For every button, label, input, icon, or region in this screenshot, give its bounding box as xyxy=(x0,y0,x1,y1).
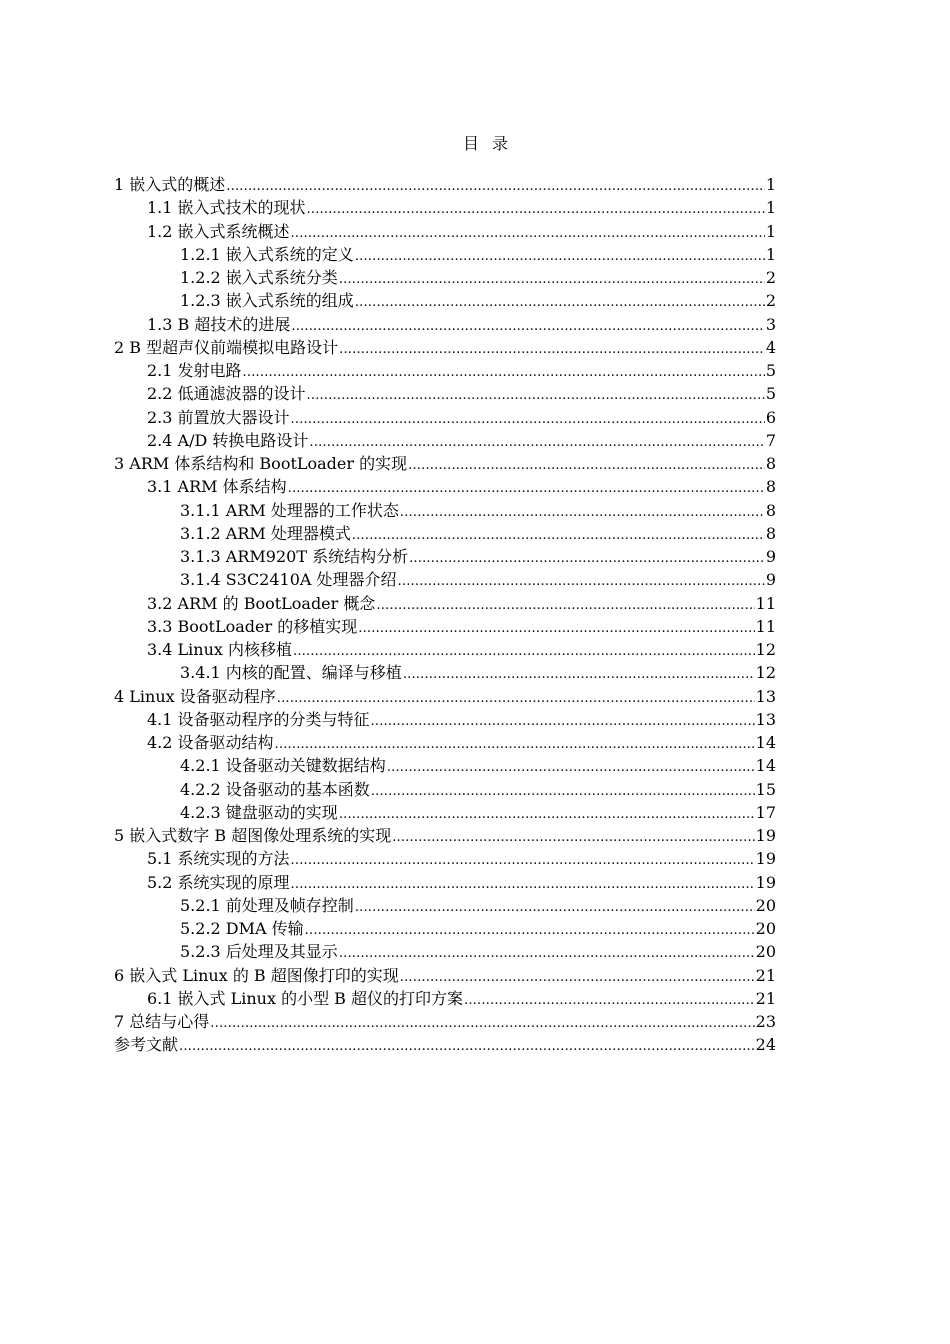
toc-entry-page-number: 12 xyxy=(755,663,776,683)
toc-entry[interactable] xyxy=(114,731,776,754)
toc-entry-title: 3.2 ARM 的 BootLoader 概念 xyxy=(147,593,376,613)
toc-entry-page-number: 6 xyxy=(765,407,776,427)
toc-entry-title: 3.4 Linux 内核移植 xyxy=(147,640,292,659)
toc-entry[interactable] xyxy=(114,359,776,382)
toc-dot-leader xyxy=(305,919,755,942)
toc-entry-page-number: 2 xyxy=(765,291,776,311)
toc-entry-title: 1.2.3 嵌入式系统的组成 xyxy=(180,291,354,311)
toc-entry[interactable] xyxy=(114,987,776,1010)
toc-entry[interactable] xyxy=(114,801,776,824)
toc-entry-page-number: 8 xyxy=(765,523,776,543)
toc-entry-page-number: 23 xyxy=(755,1012,776,1031)
toc-entry-title: 4.2 设备驱动结构 xyxy=(147,733,274,752)
toc-dot-leader xyxy=(339,268,765,291)
toc-entry-page-number: 21 xyxy=(755,965,776,985)
toc-entry[interactable] xyxy=(114,685,776,708)
toc-entry[interactable] xyxy=(114,638,776,661)
toc-dot-leader xyxy=(376,594,754,617)
toc-dot-leader xyxy=(210,1012,754,1035)
toc-entry[interactable] xyxy=(114,196,776,219)
toc-entry[interactable] xyxy=(114,778,776,801)
toc-entry[interactable] xyxy=(114,173,776,196)
toc-entry-title: 4.1 设备驱动程序的分类与特征 xyxy=(147,709,370,729)
toc-entry-title: 5.2 系统实现的原理 xyxy=(147,872,290,892)
toc-entry[interactable] xyxy=(114,568,776,591)
toc-entry-page-number: 8 xyxy=(765,500,776,520)
toc-entry[interactable] xyxy=(114,847,776,870)
toc-entry-title: 5.2.2 DMA 传输 xyxy=(180,919,304,938)
toc-entry[interactable] xyxy=(114,243,776,266)
toc-entry[interactable] xyxy=(114,452,776,475)
toc-dot-leader xyxy=(387,756,755,779)
toc-entry[interactable] xyxy=(114,429,776,452)
toc-entry-title: 参考文献 xyxy=(114,1035,179,1055)
toc-entry-page-number: 9 xyxy=(765,547,776,566)
toc-dot-leader xyxy=(355,291,765,314)
toc-entry-page-number: 14 xyxy=(755,733,776,752)
toc-entry-page-number: 5 xyxy=(765,361,776,380)
toc-entry[interactable] xyxy=(114,871,776,894)
toc-entry-title: 3.4.1 内核的配置、编译与移植 xyxy=(180,663,402,683)
toc-entry[interactable] xyxy=(114,220,776,243)
toc-dot-leader xyxy=(293,640,755,663)
toc-entry-title: 3 ARM 体系结构和 BootLoader 的实现 xyxy=(114,454,408,473)
toc-entry-title: 3.1.2 ARM 处理器模式 xyxy=(180,523,351,543)
toc-dot-leader xyxy=(339,803,755,826)
toc-entry[interactable] xyxy=(114,592,776,615)
toc-entry[interactable] xyxy=(114,545,776,568)
toc-entry[interactable] xyxy=(114,313,776,336)
toc-entry[interactable] xyxy=(114,499,776,522)
toc-entry-title: 1.2.1 嵌入式系统的定义 xyxy=(180,244,354,264)
toc-entry-title: 5.2.1 前处理及帧存控制 xyxy=(180,895,354,915)
toc-entry-title: 6.1 嵌入式 Linux 的小型 B 超仪的打印方案 xyxy=(147,988,464,1008)
toc-entry-page-number: 9 xyxy=(765,570,776,590)
toc-dot-leader xyxy=(275,733,755,756)
toc-dot-leader xyxy=(464,989,755,1012)
toc-dot-leader xyxy=(291,849,755,872)
toc-dot-leader xyxy=(398,570,765,593)
toc-entry[interactable] xyxy=(114,917,776,940)
toc-entry-page-number: 1 xyxy=(765,175,776,194)
toc-entry[interactable] xyxy=(114,1033,776,1056)
toc-dot-leader xyxy=(307,384,765,407)
toc-entry-page-number: 24 xyxy=(755,1035,776,1055)
toc-dot-leader xyxy=(392,826,754,849)
toc-entry-title: 2 B 型超声仪前端模拟电路设计 xyxy=(114,337,339,357)
toc-dot-leader xyxy=(291,222,765,245)
toc-entry[interactable] xyxy=(114,289,776,312)
toc-entry-page-number: 8 xyxy=(765,477,776,497)
toc-dot-leader xyxy=(358,617,754,640)
toc-entry[interactable] xyxy=(114,266,776,289)
toc-entry-title: 4 Linux 设备驱动程序 xyxy=(114,686,276,706)
toc-entry-page-number: 11 xyxy=(755,593,776,613)
toc-entry[interactable] xyxy=(114,475,776,498)
toc-entry-page-number: 1 xyxy=(765,221,776,241)
toc-dot-leader xyxy=(403,663,755,686)
toc-entry-page-number: 15 xyxy=(755,779,776,799)
toc-entry-page-number: 11 xyxy=(755,616,776,636)
toc-dot-leader xyxy=(291,873,755,896)
toc-entry-title: 1.1 嵌入式技术的现状 xyxy=(147,198,306,218)
toc-entry[interactable] xyxy=(114,336,776,359)
toc-entry-page-number: 19 xyxy=(755,872,776,892)
toc-entry-title: 2.2 低通滤波器的设计 xyxy=(147,384,306,404)
toc-entry-title: 3.1.3 ARM920T 系统结构分析 xyxy=(180,547,409,566)
toc-dot-leader xyxy=(179,1035,755,1058)
toc-entry-title: 7 总结与心得 xyxy=(114,1012,210,1031)
toc-entry-page-number: 20 xyxy=(755,895,776,915)
toc-entry-title: 1.2.2 嵌入式系统分类 xyxy=(180,268,338,287)
toc-dot-leader xyxy=(409,547,765,570)
toc-entry-title: 1 嵌入式的概述 xyxy=(114,175,226,194)
toc-entry-page-number: 8 xyxy=(765,454,776,473)
toc-entry-page-number: 1 xyxy=(765,244,776,264)
toc-dot-leader xyxy=(243,361,765,384)
toc-entry-page-number: 12 xyxy=(755,640,776,659)
toc-entry-title: 3.1.4 S3C2410A 处理器介绍 xyxy=(180,570,397,590)
toc-entry-title: 3.3 BootLoader 的移植实现 xyxy=(147,616,358,636)
toc-dot-leader xyxy=(371,780,755,803)
toc-entry-page-number: 20 xyxy=(755,942,776,962)
toc-entry-page-number: 3 xyxy=(765,314,776,334)
toc-dot-leader xyxy=(277,687,755,710)
toc-entry-page-number: 19 xyxy=(755,826,776,845)
toc-entry-title: 5.2.3 后处理及其显示 xyxy=(180,942,338,962)
toc-entry[interactable] xyxy=(114,708,776,731)
toc-entry[interactable] xyxy=(114,406,776,429)
toc-entry-title: 2.1 发射电路 xyxy=(147,361,242,380)
toc-entry-title: 2.4 A/D 转换电路设计 xyxy=(147,430,309,450)
toc-entry-page-number: 13 xyxy=(755,709,776,729)
toc-dot-leader xyxy=(226,175,765,198)
toc-dot-leader xyxy=(352,524,765,547)
toc-entry[interactable] xyxy=(114,1010,776,1033)
toc-entry-title: 5.1 系统实现的方法 xyxy=(147,849,290,869)
toc-entry-title: 5 嵌入式数字 B 超图像处理系统的实现 xyxy=(114,826,392,845)
toc-entry[interactable] xyxy=(114,661,776,684)
toc-dot-leader xyxy=(400,966,755,989)
toc-dot-leader xyxy=(288,477,765,500)
toc-dot-leader xyxy=(291,315,764,338)
toc-dot-leader xyxy=(339,338,765,361)
toc-entry[interactable] xyxy=(114,894,776,917)
toc-entry[interactable] xyxy=(114,964,776,987)
toc-entry-page-number: 5 xyxy=(765,384,776,404)
toc-entry-title: 2.3 前置放大器设计 xyxy=(147,407,290,427)
toc-entry[interactable] xyxy=(114,615,776,638)
toc-dot-leader xyxy=(307,198,765,221)
toc-entry-title: 3.1 ARM 体系结构 xyxy=(147,477,287,497)
toc-dot-leader xyxy=(371,710,755,733)
toc-dot-leader xyxy=(355,896,755,919)
toc-dot-leader xyxy=(309,431,764,454)
toc-entry-page-number: 2 xyxy=(765,268,776,287)
toc-entry-page-number: 14 xyxy=(755,756,776,776)
toc-entry-page-number: 13 xyxy=(755,686,776,706)
toc-entry[interactable] xyxy=(114,382,776,405)
toc-entry-page-number: 21 xyxy=(755,988,776,1008)
toc-dot-leader xyxy=(355,245,765,268)
toc-entry-page-number: 1 xyxy=(765,198,776,218)
toc-entry-page-number: 19 xyxy=(755,849,776,869)
toc-entry-title: 4.2.1 设备驱动关键数据结构 xyxy=(180,756,386,776)
toc-entry-page-number: 20 xyxy=(755,919,776,938)
toc-entry[interactable] xyxy=(114,522,776,545)
toc-entry-title: 6 嵌入式 Linux 的 B 超图像打印的实现 xyxy=(114,965,399,985)
toc-dot-leader xyxy=(339,942,755,965)
table-of-contents xyxy=(114,173,776,1057)
toc-dot-leader xyxy=(400,501,765,524)
toc-entry[interactable] xyxy=(114,824,776,847)
toc-title: 目 录 xyxy=(462,134,513,153)
toc-entry-title: 3.1.1 ARM 处理器的工作状态 xyxy=(180,500,399,520)
toc-dot-leader xyxy=(408,454,765,477)
toc-entry[interactable] xyxy=(114,754,776,777)
toc-entry-title: 1.3 B 超技术的进展 xyxy=(147,314,291,334)
toc-dot-leader xyxy=(291,408,765,431)
toc-entry-page-number: 4 xyxy=(765,337,776,357)
toc-entry-page-number: 17 xyxy=(755,802,776,822)
toc-entry[interactable] xyxy=(114,940,776,963)
toc-entry-title: 1.2 嵌入式系统概述 xyxy=(147,221,290,241)
toc-entry-page-number: 7 xyxy=(765,430,776,450)
toc-entry-title: 4.2.2 设备驱动的基本函数 xyxy=(180,779,370,799)
toc-entry-title: 4.2.3 键盘驱动的实现 xyxy=(180,802,338,822)
